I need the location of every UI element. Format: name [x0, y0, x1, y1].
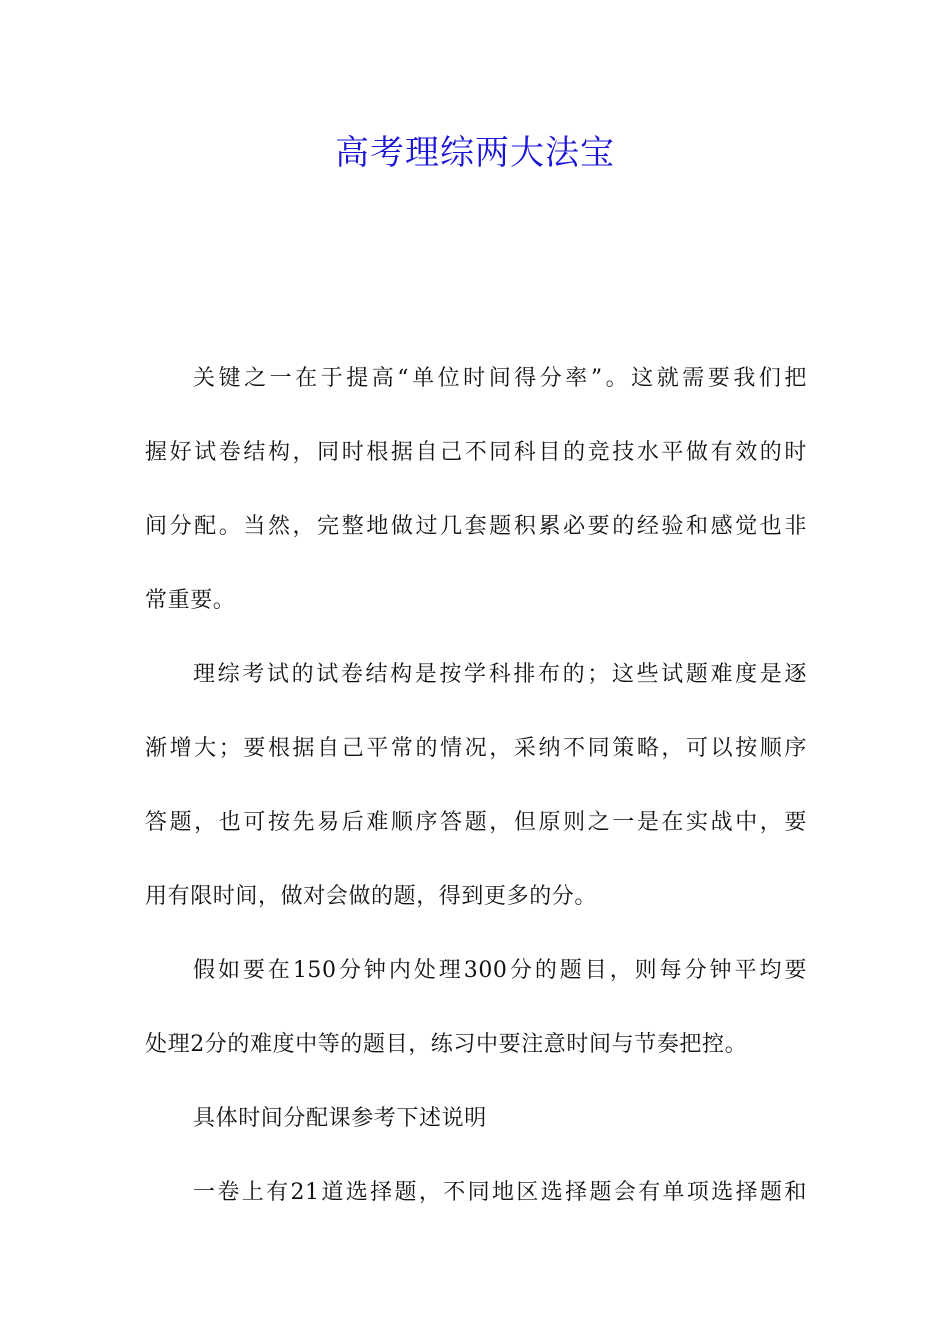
paragraph-line: 常重要。	[145, 588, 236, 613]
paragraph-3	[145, 934, 807, 1082]
paragraph-line: 假如要在150分钟内处理300分的题目，则每分钟平均要	[193, 958, 807, 983]
paragraph-1	[145, 342, 807, 638]
paragraph-line: 处理2分的难度中等的题目，练习中要注意时间与节奏把控。	[145, 1032, 748, 1057]
paragraph-line: 答题，也可按先易后难顺序答题，但原则之一是在实战中，要	[145, 810, 807, 835]
paragraph-line: 用有限时间，做对会做的题，得到更多的分。	[145, 884, 598, 909]
paragraph-line: 关键之一在于提高“单位时间得分率”。这就需要我们把	[193, 366, 807, 391]
paragraph-line: 一卷上有21道选择题，不同地区选择题会有单项选择题和	[193, 1180, 807, 1205]
paragraph-line: 理综考试的试卷结构是按学科排布的；这些试题难度是逐	[193, 662, 807, 687]
paragraph-line: 具体时间分配课参考下述说明	[193, 1106, 487, 1131]
document-body	[145, 342, 807, 1230]
document-title: 高考理综两大法宝	[335, 133, 615, 173]
paragraph-line: 渐增大；要根据自己平常的情况，采纳不同策略，可以按顺序	[145, 736, 807, 761]
paragraph-5	[145, 1156, 807, 1230]
paragraph-4	[145, 1082, 807, 1156]
paragraph-line: 握好试卷结构，同时根据自己不同科目的竞技水平做有效的时	[145, 440, 807, 465]
paragraph-line: 间分配。当然，完整地做过几套题积累必要的经验和感觉也非	[145, 514, 807, 539]
paragraph-2	[145, 638, 807, 934]
